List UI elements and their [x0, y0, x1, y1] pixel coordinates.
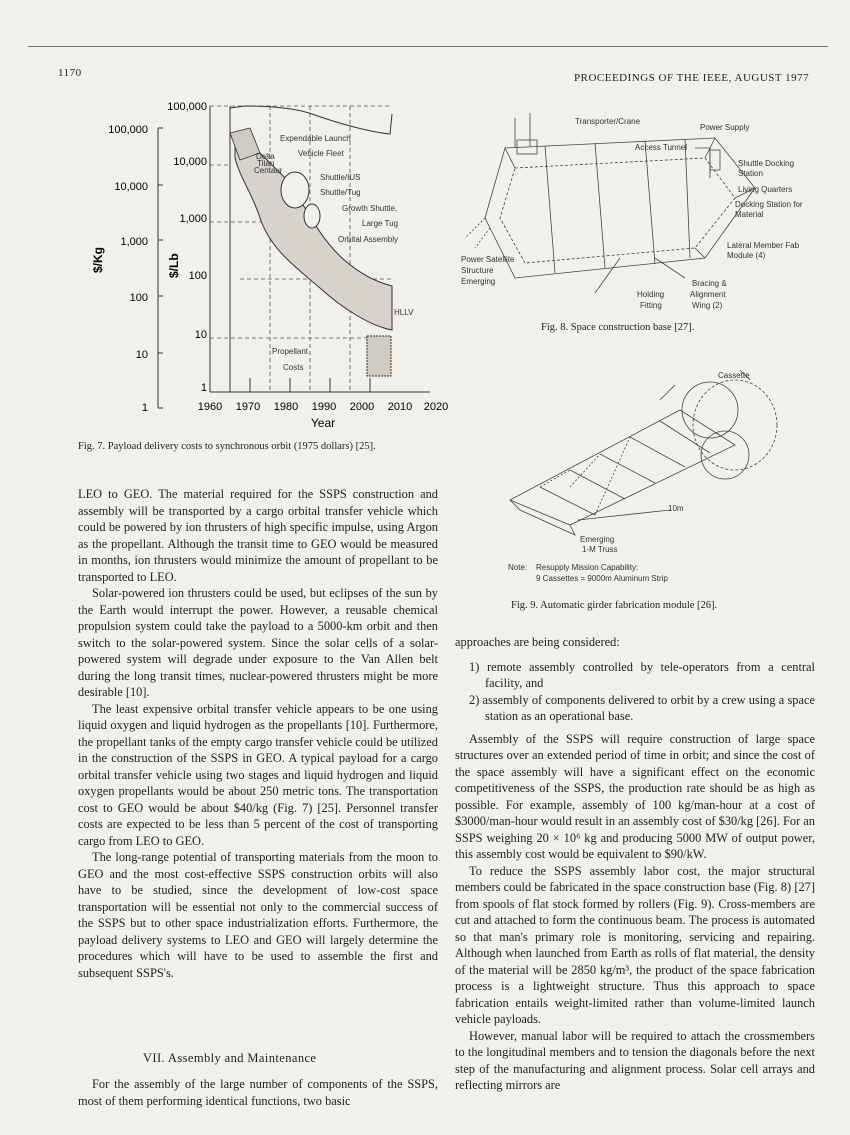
fig9-note-line1: Resupply Mission Capability:	[536, 563, 639, 572]
fig8-label-holding: Holding	[637, 290, 665, 299]
fig7-label-large-tug: Large Tug	[362, 219, 399, 228]
list-item: 2) assembly of components delivered to orbit by a crew using a space station as an operational base.	[469, 692, 815, 723]
fig7-label-propellant: Propellant	[272, 347, 309, 356]
fig7-label-growth: Growth Shuttle,	[342, 204, 398, 213]
section-heading: VII. Assembly and Maintenance	[143, 1051, 317, 1065]
list-item: 1) remote assembly controlled by tele-operators from a central facility, and	[469, 659, 815, 690]
fig7-outer-tick: 1	[141, 402, 148, 414]
fig8-label-station: Station	[738, 169, 763, 178]
approaches-list	[455, 659, 815, 725]
fig7-inner-tick: 10,000	[173, 156, 207, 168]
fig7-outer-tick: 10,000	[114, 181, 148, 193]
page-number: 1170	[58, 67, 82, 79]
fig7-x-axis-label: Year	[310, 416, 336, 430]
fig7-x-tick: 2000	[349, 401, 375, 413]
fig8-label-transporter: Transporter/Crane	[575, 117, 641, 126]
fig8-label-lateral: Lateral Member Fab	[727, 241, 800, 250]
fig8-label-docking-station: Docking Station for	[735, 200, 803, 209]
fig7-inner-axis-label: $/Lb	[167, 253, 181, 278]
fig7-label-expendable: Expendable Launch	[280, 134, 351, 143]
right-paragraph-3: To reduce the SSPS assembly labor cost, the major structural members could be fabricated in the space construction base (Fig. 8) [27] from spools of flat stock formed by rollers (Fig. 9). Cross-members are cut and attached to form the continuous beam. The process is automated so that man's primary role is monitoring, servicing and repairing. Although when launched from Earth as rolls of flat material, the density of the material will be 2850 kg/m³, the product of the space fabrication process is a lightweight structure. Thus this approach to space fabrication entails weight-limited rather than volume-limited launch vehicle payloads.	[455, 863, 815, 1026]
fig7-label-costs: Costs	[283, 363, 304, 372]
right-paragraph-1: approaches are being considered:	[455, 635, 620, 649]
left-paragraph-1: LEO to GEO. The material required for the SSPS construction and assembly will be transported by a cargo orbital transfer vehicle which could be powered by ion thrusters of high specific impulse, using Argon as the propellant. Although the transit time to GEO would be measured in months, ion thrusters would minimize the amount of propellant to be transported to LEO.	[78, 487, 438, 584]
journal-header: PROCEEDINGS OF THE IEEE, AUGUST 1977	[574, 72, 810, 84]
fig7-x-tick: 1990	[311, 401, 337, 413]
fig7-outer-tick: 100,000	[108, 124, 148, 136]
fig7-inner-tick: 100	[188, 270, 207, 282]
fig7-caption: Fig. 7. Payload delivery costs to synchronous orbit (1975 dollars) [25].	[78, 441, 376, 452]
fig7-outer-ticks	[158, 128, 163, 408]
fig8-label-power-satellite: Power Satellite	[461, 255, 515, 264]
fig7-label-centaur: Centaur	[254, 166, 283, 175]
fig9-label-truss: 1-M Truss	[582, 545, 618, 554]
fig7-label-titan: Titan	[257, 159, 275, 168]
fig7-inner-tick: 1,000	[179, 213, 207, 225]
left-paragraph-2: Solar-powered ion thrusters could be used, but eclipses of the sun by the Earth would interrupt the power. However, a reusable chemical propulsion system could take the payload to a 5000-km orbit and then switch to the solar-powered system. Since the solar cells of a solar-powered system will degrade under exposure to the Van Allen belt during the long transit times, nuclear-powered thrusters might be more desirable [10].	[78, 586, 438, 699]
fig7-x-tick: 2020	[423, 401, 449, 413]
fig9-note-line2: 9 Cassettes = 9000m Aluminum Strip	[536, 574, 668, 583]
fig9-label-emerging: Emerging	[580, 535, 615, 544]
fig8-label-structure: Structure	[461, 266, 494, 275]
fig7-inner-tick: 1	[200, 382, 207, 394]
fig8-label-bracing: Bracing &	[692, 279, 727, 288]
fig9-illustration	[500, 365, 800, 585]
fig7-outer-tick: 10	[135, 349, 148, 361]
fig8-label-wing: Wing (2)	[692, 301, 723, 310]
fig8-label-fitting: Fitting	[640, 301, 662, 310]
left-column	[78, 486, 438, 981]
left-paragraph-3: The least expensive orbital transfer vehicle appears to be one using liquid oxygen and liquid hydrogen as the propellants [10]. Furthermore, the propellant tanks of the empty cargo transfer vehicle could be utilized in the construction of the SSPS in GEO. A typical payload for a cargo orbital transfer vehicle using two stages and liquid hydrogen and liquid oxygen propellants would be about 250 metric tons. The transportation cost to GEO would be about $40/kg (Fig. 7) [25]. Personnel transfer costs are expected to be less than 5 percent of the cost of transporting cargo from LEO to GEO.	[78, 701, 438, 848]
left-column-tail	[78, 1076, 438, 1109]
fig7-chart	[80, 98, 450, 436]
fig8-label-shuttle-docking: Shuttle Docking	[738, 159, 795, 168]
fig7-label-shuttle-ius: Shuttle/IUS	[320, 173, 361, 182]
fig7-x-tick: 1960	[197, 401, 223, 413]
fig7-x-tick: 1970	[235, 401, 261, 413]
fig9-note-label: Note:	[508, 563, 528, 572]
fig7-label-delta: Delta	[256, 152, 275, 161]
top-rule	[28, 46, 828, 47]
fig8-label-emerging: Emerging	[461, 277, 496, 286]
fig8-illustration	[455, 108, 830, 318]
fig7-outer-tick: 1,000	[120, 236, 148, 248]
fig9-label-cassette: Cassette	[718, 371, 750, 380]
fig8-label-material: Material	[735, 210, 764, 219]
right-paragraph-4: However, manual labor will be required to attach the crossmembers to the longitudinal members and to tension the diagonals before the next step of the manufacturing and alignment process. Solar cell arrays and reflecting mirrors are	[455, 1028, 815, 1092]
fig7-inner-tick: 10	[194, 329, 207, 341]
fig7-label-orbital: Orbital Assembly	[338, 235, 399, 244]
right-paragraph-2: Assembly of the SSPS will require construction of large space structures over an extended period of time in orbit; and since the cost of the space assembly will have a significant effect on the economic competitiveness of the SSPS, the production rate should be as high as possible. For example, assembly of 100 kg/man-hour at a cost of $3000/man-hour would result in an assembly cost of $30/kg [26]. For an SSPS weighing 20 × 10⁶ kg and producing 5000 MW of output power, this assembly cost would be equivalent to $90/kW.	[455, 731, 815, 861]
fig8-label-module: Module (4)	[727, 251, 766, 260]
fig8-label-living-quarters: Living Quarters	[738, 185, 793, 194]
fig7-outer-tick: 100	[129, 292, 148, 304]
fig7-x-tick: 2010	[387, 401, 413, 413]
fig9-label-10m: 10m	[668, 504, 684, 513]
fig7-label-hllv: HLLV	[394, 308, 414, 317]
fig8-label-access-tunnel: Access Tunnel	[635, 143, 688, 152]
fig7-label-shuttle-tug: Shuttle/Tug	[320, 188, 361, 197]
fig9-caption: Fig. 9. Automatic girder fabrication module [26].	[511, 600, 718, 611]
fig8-caption: Fig. 8. Space construction base [27].	[541, 322, 695, 333]
left-paragraph-5: For the assembly of the large number of components of the SSPS, most of them performing identical functions, two basic	[78, 1077, 438, 1108]
fig8-label-alignment: Alignment	[690, 290, 726, 299]
fig7-outer-axis-label: $/Kg	[91, 246, 105, 273]
fig7-inner-tick: 100,000	[167, 101, 207, 113]
fig7-label-expendable2: Vehicle Fleet	[298, 149, 344, 158]
left-paragraph-4: The long-range potential of transporting materials from the moon to GEO and the most cost-effective SSPS construction orbits will also have to be studied, since the development of low-cost space transportation will be essential not only to the commercial success of the SSPS but to other space industrialization efforts. Furthermore, the payload delivery systems to LEO and GEO will largely determine the procedures which will have to be used to assemble the first and subsequent SSPS's.	[78, 850, 438, 980]
right-column	[455, 634, 815, 1094]
fig7-x-tick: 1980	[273, 401, 299, 413]
fig8-label-power-supply: Power Supply	[700, 123, 750, 132]
